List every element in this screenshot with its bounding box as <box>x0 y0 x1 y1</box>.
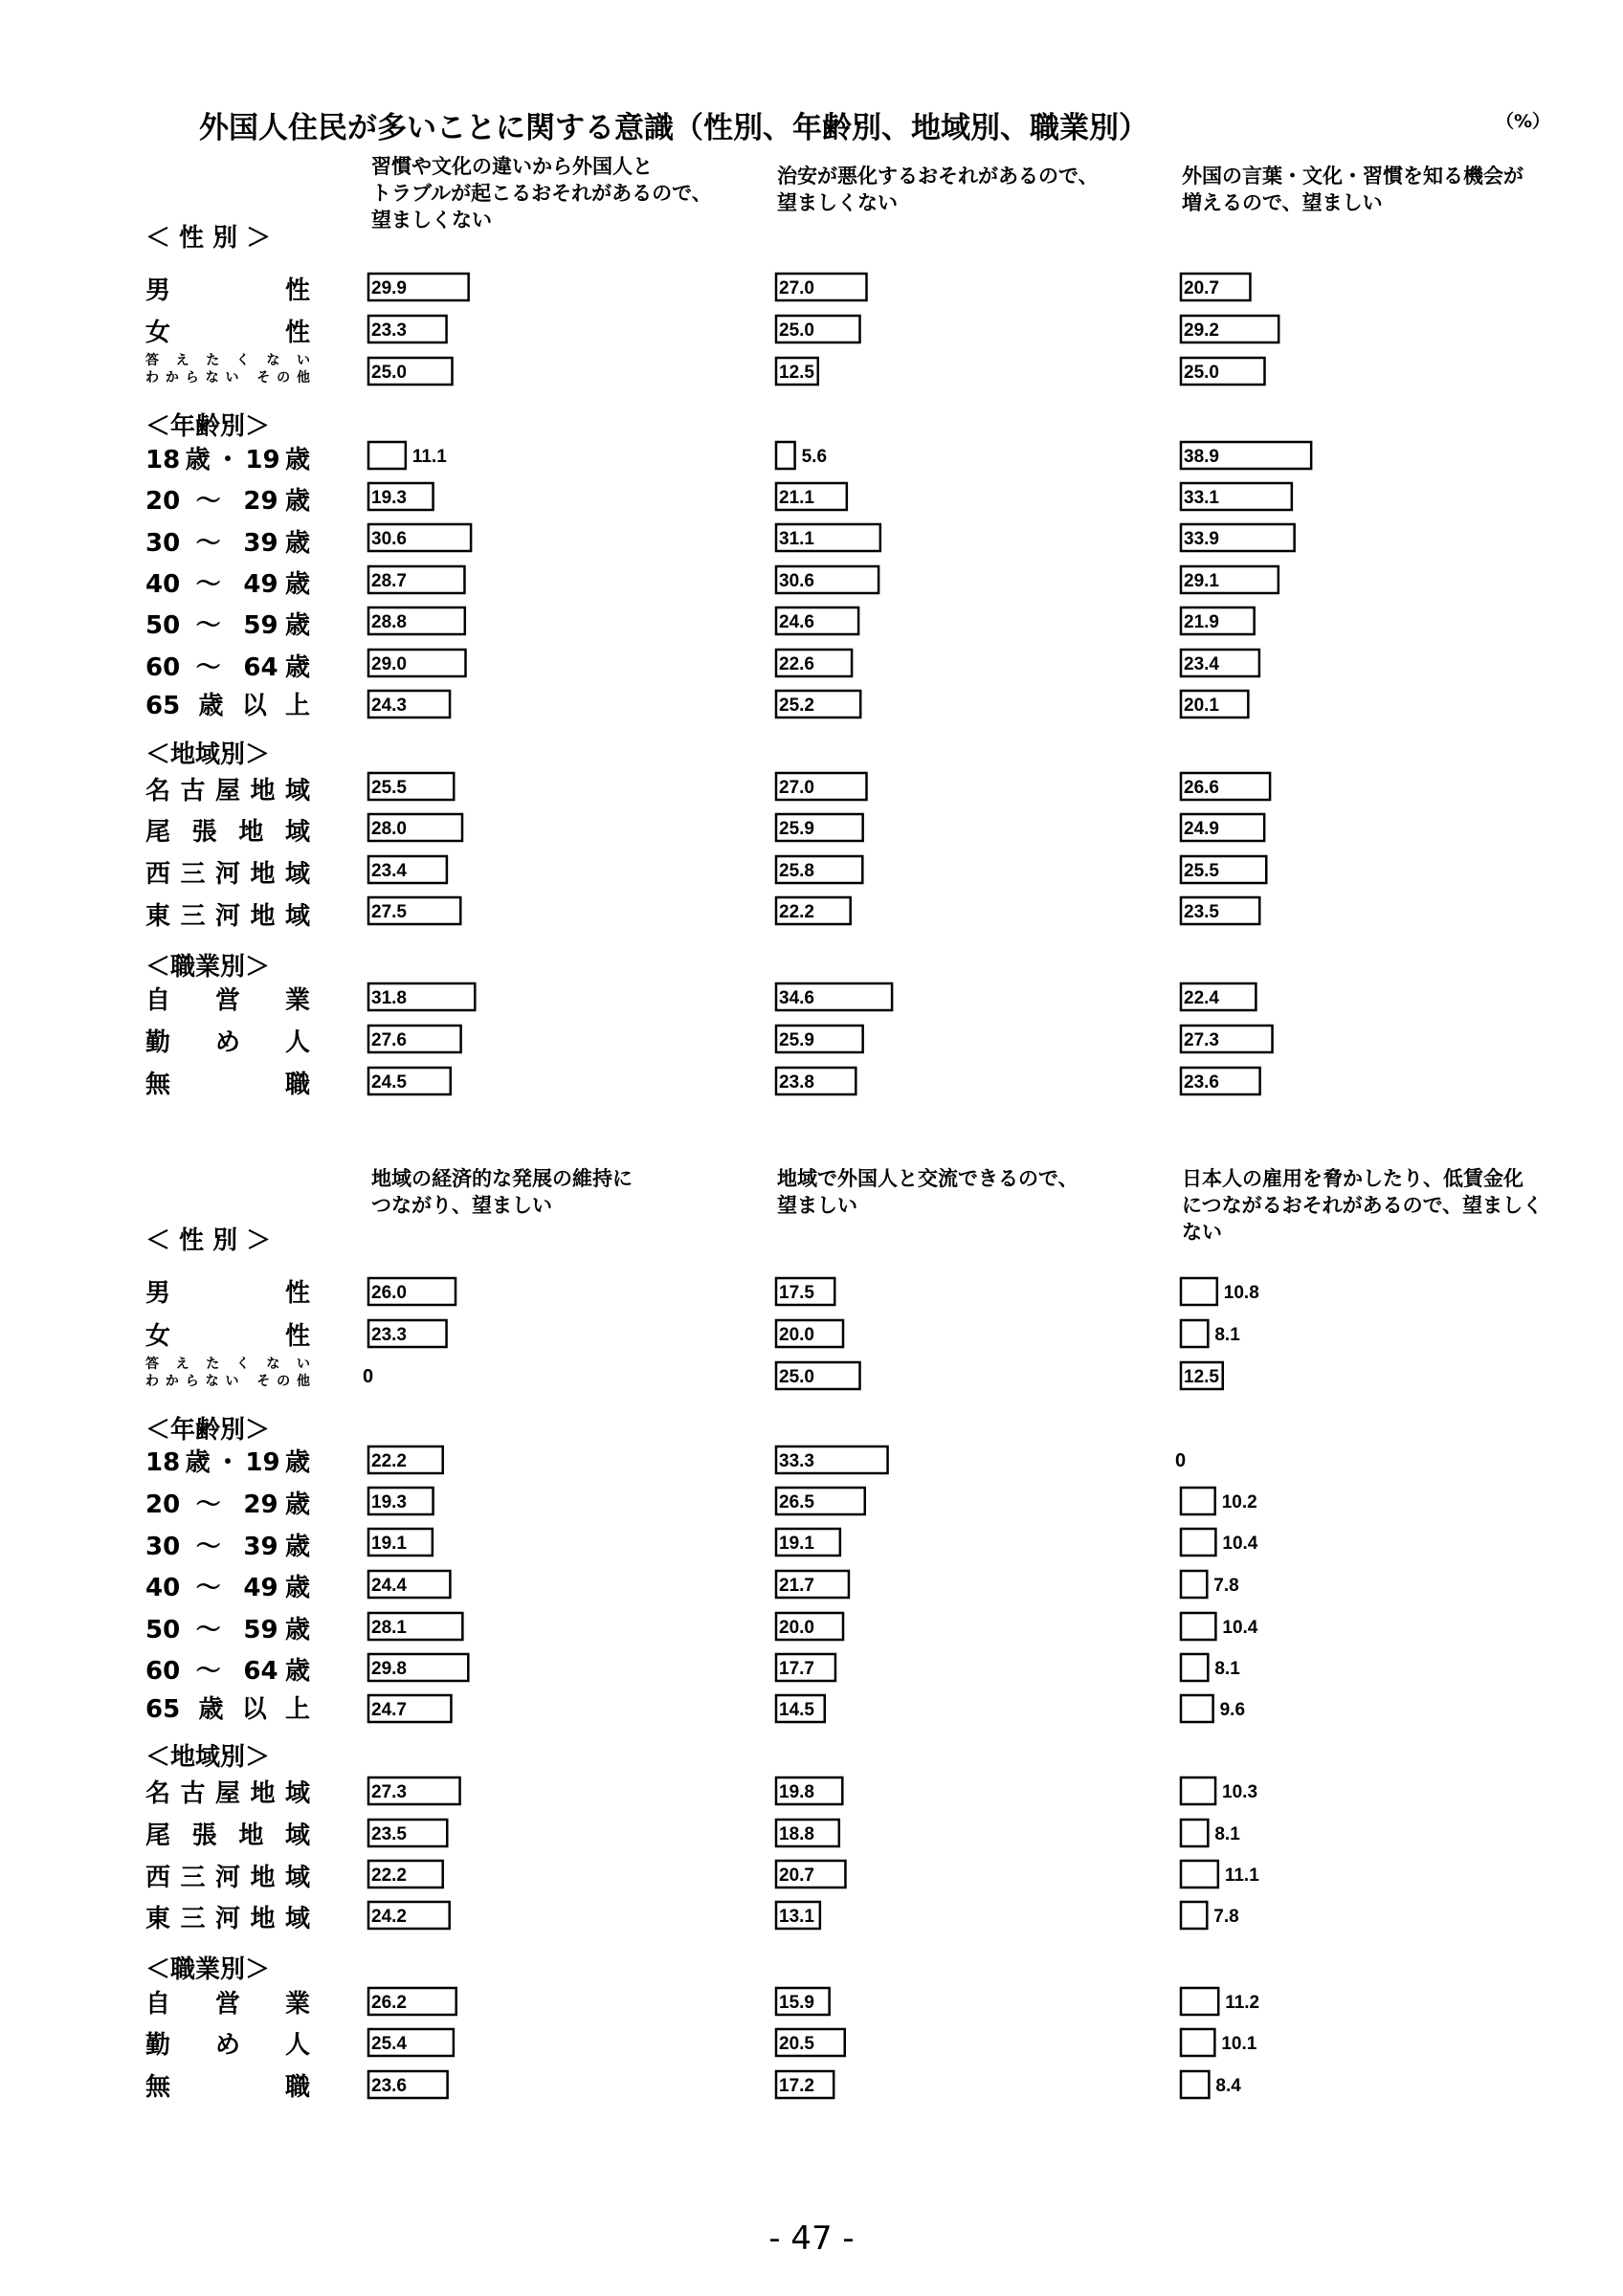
row-label-no-answer-line1: 答えたくない <box>145 353 310 368</box>
bar-label: 24.4 <box>371 1576 407 1596</box>
bar <box>1181 1695 1213 1722</box>
row-label-no-answer-2-line2: わからない その他 <box>145 1374 310 1389</box>
bar-label: 10.4 <box>1222 1534 1258 1554</box>
bar <box>1181 1654 1208 1681</box>
bar-label: 27.6 <box>371 1030 407 1050</box>
bar-label: 20.7 <box>779 1866 814 1886</box>
bar-label: 31.8 <box>371 988 407 1008</box>
bar-label: 29.8 <box>371 1659 407 1679</box>
row-label-age-18-19: 18歳・19歳 <box>145 446 310 475</box>
bar-label: 25.0 <box>779 1367 814 1387</box>
column-header-1: 習慣や文化の違いから外国人と トラブルが起こるおそれがあるので、 望ましくない <box>371 155 712 232</box>
row-label-unemployed: 無職 <box>145 1071 310 1099</box>
bar-label: 7.8 <box>1213 1907 1239 1927</box>
bar-label: 23.3 <box>371 1325 407 1345</box>
bar-label: 34.6 <box>779 988 814 1008</box>
bar-label: 11.1 <box>1224 1866 1259 1886</box>
bar <box>1181 1613 1215 1640</box>
bar-label: 25.0 <box>1184 363 1219 383</box>
bar-label: 22.2 <box>779 902 814 922</box>
row-label-male: 男 性 <box>145 276 310 305</box>
group-label-region: ＜地域別＞ <box>145 740 271 769</box>
bar-label: 21.7 <box>779 1576 814 1596</box>
bar-label: 17.5 <box>779 1283 814 1303</box>
bar-label: 19.1 <box>371 1534 407 1554</box>
bar-label: 23.6 <box>371 2076 407 2096</box>
bar-label: 22.4 <box>1184 988 1219 1008</box>
group-label-occupation: ＜職業別＞ <box>145 953 271 982</box>
group-label-gender: ＜ 性 別 ＞ <box>145 224 272 253</box>
bar-label: 19.3 <box>371 488 407 508</box>
bar-label: 33.1 <box>1184 488 1219 508</box>
row-label-age-50-59-2: 50 ～ 59歳 <box>145 1616 310 1645</box>
bar-label: 20.1 <box>1184 695 1219 716</box>
row-label-age-40-49: 40 ～ 49歳 <box>145 570 310 599</box>
column-header-4: 地域の経済的な発展の維持に つながり、望ましい <box>371 1167 633 1217</box>
bar-label: 23.3 <box>371 320 407 341</box>
bar <box>1181 1861 1218 1888</box>
bar <box>1181 1529 1215 1556</box>
bar-label: 27.0 <box>779 778 814 798</box>
bar-label: 24.2 <box>371 1907 407 1927</box>
row-label-female: 女 性 <box>145 319 310 347</box>
row-label-age-40-49-2: 40 ～ 49歳 <box>145 1574 310 1602</box>
group-label-gender-2: ＜ 性 別 ＞ <box>145 1226 272 1255</box>
bar-label: 14.5 <box>779 1700 814 1720</box>
bar-label: 24.7 <box>371 1700 407 1720</box>
bar <box>1181 1902 1207 1929</box>
bar-label: 27.0 <box>779 278 814 298</box>
bar <box>368 442 406 469</box>
row-label-age-20-29: 20 ～ 29歳 <box>145 487 310 516</box>
bar-label: 23.4 <box>1184 654 1219 674</box>
bar-label: 8.4 <box>1215 2076 1241 2096</box>
bar-label: 25.8 <box>779 861 814 881</box>
bar-label: 28.8 <box>371 612 407 632</box>
bar-label: 29.9 <box>371 278 407 298</box>
bar-label: 22.2 <box>371 1451 407 1471</box>
bar-label: 10.1 <box>1221 2034 1257 2054</box>
bar-label: 11.1 <box>411 447 447 467</box>
bar-label: 8.1 <box>1214 1824 1240 1844</box>
bar-label: 19.8 <box>779 1782 814 1802</box>
bar <box>1181 1820 1208 1846</box>
bar-label: 29.2 <box>1184 320 1219 341</box>
row-label-owari-2: 尾張地域 <box>145 1821 310 1850</box>
bar-label: 29.1 <box>1184 571 1219 591</box>
bar-label: 25.4 <box>371 2034 407 2054</box>
bar-label: 27.3 <box>371 1782 407 1802</box>
bar-label: 24.5 <box>371 1072 407 1093</box>
row-label-age-20-29-2: 20 ～ 29歳 <box>145 1490 310 1519</box>
bar-label: 8.1 <box>1214 1325 1240 1345</box>
bar-label: 20.0 <box>779 1618 814 1638</box>
bar-label: 10.2 <box>1221 1492 1257 1512</box>
bar-label: 28.7 <box>371 571 407 591</box>
group-label-region-2: ＜地域別＞ <box>145 1743 271 1772</box>
bar-label: 17.2 <box>779 2076 814 2096</box>
page-title: 外国人住民が多いことに関する意識（性別、年齢別、地域別、職業別） <box>199 111 1148 145</box>
row-label-age-18-19-2: 18歳・19歳 <box>145 1448 310 1477</box>
bar-label: 26.2 <box>371 1993 407 2013</box>
bar-label: 33.9 <box>1184 529 1219 549</box>
bar-label: 26.5 <box>779 1492 814 1512</box>
bar <box>1181 1777 1215 1804</box>
row-label-nishimikawa-2: 西三河地域 <box>145 1864 310 1892</box>
row-label-nishimikawa: 西三河地域 <box>145 860 310 889</box>
bar-label: 28.1 <box>371 1618 407 1638</box>
bar-label: 25.5 <box>1184 861 1219 881</box>
row-label-nagoya-2: 名古屋地域 <box>145 1779 310 1808</box>
bar <box>1181 2029 1214 2056</box>
bar <box>1181 2071 1209 2098</box>
row-label-owari: 尾張地域 <box>145 818 310 847</box>
bar-label: 21.9 <box>1184 612 1219 632</box>
row-label-self-employed: 自営業 <box>145 986 310 1015</box>
row-label-employee-2: 勤め人 <box>145 2031 310 2060</box>
bar-label: 9.6 <box>1219 1700 1246 1720</box>
bar-label: 19.3 <box>371 1492 407 1512</box>
bar-label: 30.6 <box>371 529 407 549</box>
bar-label: 26.0 <box>371 1283 407 1303</box>
row-label-age-30-39-2: 30 ～ 39歳 <box>145 1533 310 1561</box>
bar-label: 17.7 <box>779 1659 814 1679</box>
bar-label: 11.2 <box>1225 1993 1260 2013</box>
bar-label: 19.1 <box>779 1534 814 1554</box>
bar-label: 22.2 <box>371 1866 407 1886</box>
bar-label: 5.6 <box>801 447 828 467</box>
bar-label: 29.0 <box>371 654 407 674</box>
bar-label: 25.0 <box>371 363 407 383</box>
bar-label: 26.6 <box>1184 778 1219 798</box>
page-number: - 47 - <box>768 2219 855 2258</box>
column-header-2: 治安が悪化するおそれがあるので、 望ましくない <box>777 165 1099 214</box>
bar-label: 12.5 <box>1184 1367 1219 1387</box>
bar-label: 25.9 <box>779 819 814 839</box>
bar-label: 25.9 <box>779 1030 814 1050</box>
bar-label: 25.2 <box>779 695 814 716</box>
bar-label: 30.6 <box>779 571 814 591</box>
bar-label: 8.1 <box>1214 1659 1240 1679</box>
row-label-age-65-plus: 65歳以上 <box>145 692 310 720</box>
bar-label: 21.1 <box>779 488 814 508</box>
column-header-3: 外国の言葉・文化・習慣を知る機会が 増えるので、望ましい <box>1182 165 1523 214</box>
row-label-self-employed-2: 自営業 <box>145 1990 310 2019</box>
bar-label: 25.0 <box>779 320 814 341</box>
row-label-age-60-64-2: 60 ～ 64歳 <box>145 1657 310 1686</box>
group-label-occupation-2: ＜職業別＞ <box>145 1955 271 1984</box>
bar-label: 24.6 <box>779 612 814 632</box>
bar-label: 27.5 <box>371 902 407 922</box>
bar-label: 20.5 <box>779 2034 814 2054</box>
row-label-age-30-39: 30 ～ 39歳 <box>145 529 310 558</box>
row-label-male-2: 男 性 <box>145 1279 310 1308</box>
bar-label: 23.5 <box>371 1824 407 1844</box>
bar <box>1181 1320 1208 1347</box>
bar-label: 15.9 <box>779 1993 814 2013</box>
bar-label: 10.8 <box>1223 1283 1259 1303</box>
bar <box>1181 1278 1217 1305</box>
bar-label: 7.8 <box>1213 1576 1239 1596</box>
row-label-higashimikawa-2: 東三河地域 <box>145 1905 310 1933</box>
row-label-no-answer-2-line1: 答えたくない <box>145 1357 310 1372</box>
row-label-unemployed-2: 無職 <box>145 2073 310 2102</box>
column-header-5: 地域で外国人と交流できるので、 望ましい <box>777 1167 1078 1217</box>
row-label-employee: 勤め人 <box>145 1028 310 1057</box>
bar-label: 13.1 <box>779 1907 814 1927</box>
row-label-higashimikawa: 東三河地域 <box>145 902 310 931</box>
bar-label: 23.8 <box>779 1072 814 1093</box>
row-label-no-answer-line2: わからない その他 <box>145 370 310 386</box>
bar-label: 24.3 <box>371 695 407 716</box>
bar-label: 25.5 <box>371 778 407 798</box>
bar-label: 18.8 <box>779 1824 814 1844</box>
bar-label: 0 <box>1175 1450 1187 1471</box>
bar-label: 24.9 <box>1184 819 1219 839</box>
row-label-female-2: 女 性 <box>145 1322 310 1351</box>
bar-label: 23.6 <box>1184 1072 1219 1093</box>
unit-label: （%） <box>1496 111 1551 132</box>
bar-label: 38.9 <box>1184 447 1219 467</box>
bar-label: 10.3 <box>1222 1782 1258 1802</box>
bar <box>776 442 795 469</box>
bar-label: 31.1 <box>779 529 814 549</box>
bar <box>1181 1488 1215 1514</box>
bar-label: 23.4 <box>371 861 407 881</box>
bar-label: 22.6 <box>779 654 814 674</box>
bar-label: 28.0 <box>371 819 407 839</box>
column-header-6: 日本人の雇用を脅かしたり、低賃金化 につながるおそれがあるので、望ましく ない <box>1182 1167 1544 1244</box>
bar <box>1181 1571 1207 1598</box>
bar <box>1181 1988 1218 2015</box>
bar-label: 12.5 <box>779 363 814 383</box>
row-label-age-50-59: 50 ～ 59歳 <box>145 611 310 640</box>
bar-label: 20.7 <box>1184 278 1219 298</box>
group-label-age-2: ＜年齢別＞ <box>145 1416 271 1445</box>
bar-label: 20.0 <box>779 1325 814 1345</box>
bar-label: 23.5 <box>1184 902 1219 922</box>
group-label-age: ＜年齢別＞ <box>145 412 271 441</box>
row-label-nagoya: 名古屋地域 <box>145 777 310 806</box>
row-label-age-65-plus-2: 65歳以上 <box>145 1695 310 1724</box>
row-label-age-60-64: 60 ～ 64歳 <box>145 653 310 682</box>
bar-label: 27.3 <box>1184 1030 1219 1050</box>
bar-label: 0 <box>363 1366 374 1387</box>
bar-label: 33.3 <box>779 1451 814 1471</box>
bar-label: 10.4 <box>1222 1618 1258 1638</box>
